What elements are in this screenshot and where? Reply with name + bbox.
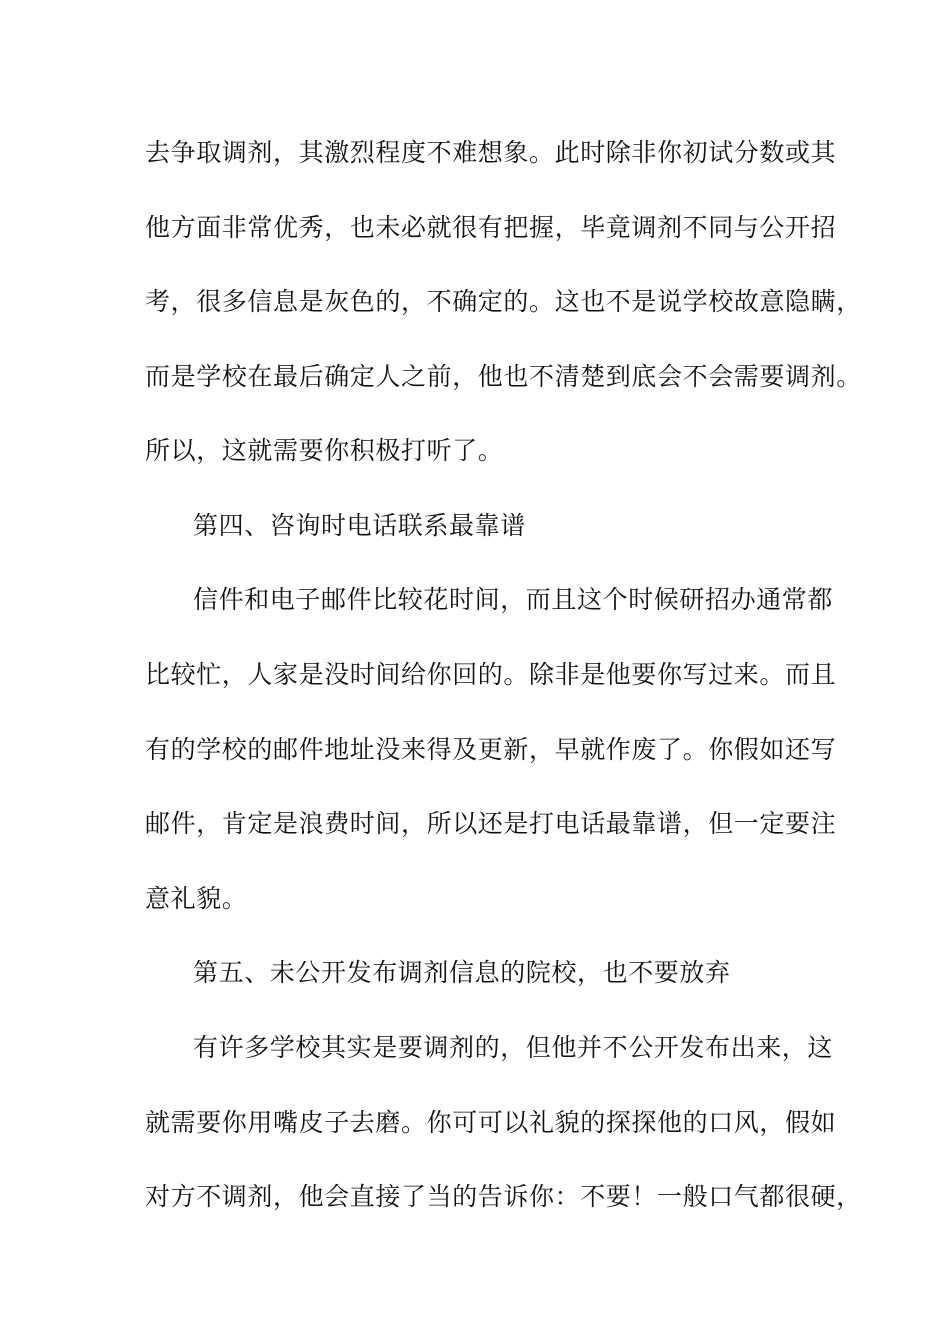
paragraph-line: 所以，这就需要你积极打听了。 — [145, 436, 504, 465]
paragraph-line: 而是学校在最后确定人之前，他也不清楚到底会不会需要调剂。 — [145, 362, 862, 391]
paragraph-line: 比较忙，人家是没时间给你回的。除非是他要你写过来。而且 — [145, 660, 837, 689]
paragraph-line: 他方面非常优秀，也未必就很有把握，毕竟调剂不同与公开招 — [145, 213, 837, 242]
paragraph-line: 邮件，肯定是浪费时间，所以还是打电话最靠谱，但一定要注 — [145, 809, 837, 838]
paragraph-line: 去争取调剂，其激烈程度不难想象。此时除非你初试分数或其 — [145, 138, 837, 167]
paragraph-line: 信件和电子邮件比较花时间，而且这个时候研招办通常都 — [193, 585, 834, 614]
paragraph-line: 有许多学校其实是要调剂的，但他并不公开发布出来，这 — [193, 1033, 834, 1062]
paragraph-line: 就需要你用嘴皮子去磨。你可可以礼貌的探探他的口风，假如 — [145, 1108, 837, 1137]
paragraph-line: 考，很多信息是灰色的，不确定的。这也不是说学校故意隐瞒， — [145, 287, 862, 316]
paragraph-line: 意礼貌。 — [145, 884, 248, 913]
section-heading: 第四、咨询时电话联系最靠谱 — [193, 511, 526, 540]
paragraph-line: 对方不调剂，他会直接了当的告诉你：不要！一般口气都很硬， — [145, 1182, 862, 1211]
section-heading: 第五、未公开发布调剂信息的院校，也不要放弃 — [193, 958, 731, 987]
paragraph-line: 有的学校的邮件地址没来得及更新，早就作废了。你假如还写 — [145, 735, 837, 764]
